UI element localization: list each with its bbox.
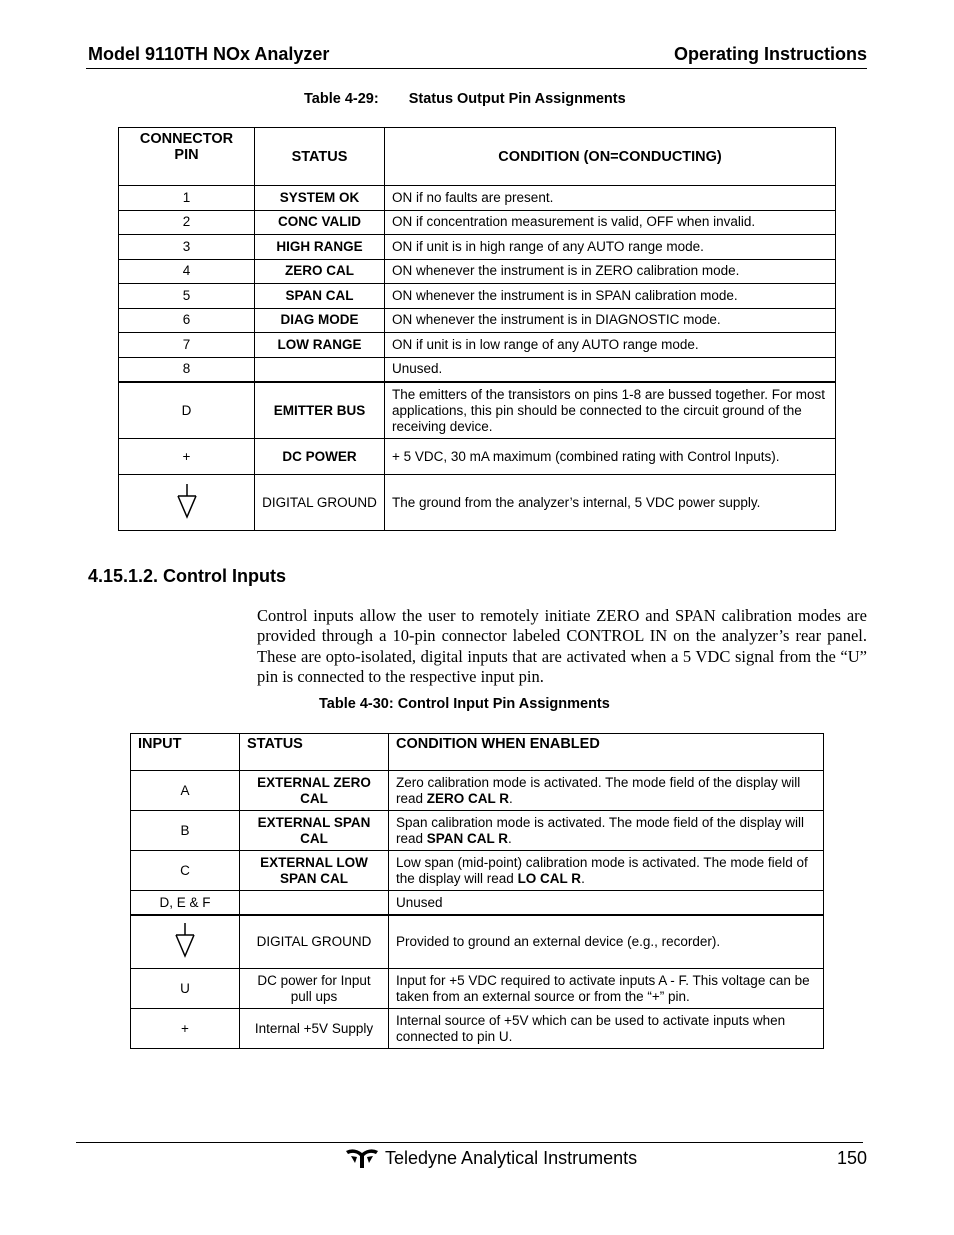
table-row — [119, 439, 836, 475]
status-cell: Internal +5V Supply — [240, 1009, 389, 1049]
table-row — [131, 1009, 824, 1049]
condition-cell: ON if unit is in low range of any AUTO range mode. — [385, 333, 836, 358]
status-cell: CONC VALID — [255, 210, 385, 235]
condition-mode-text: LO CAL R — [517, 870, 582, 886]
condition-text: Zero calibration mode is activated. The mode field of the display will read — [396, 774, 801, 806]
condition-cell: ON if concentration measurement is valid, OFF when invalid. — [385, 210, 836, 235]
pin-cell: 4 — [119, 259, 255, 284]
status-cell: DIGITAL GROUND — [240, 915, 389, 969]
condition-cell: The emitters of the transistors on pins 1-8 are bussed together. For most applications, this pin should be connected to the circuit ground of the receiving device. — [385, 382, 836, 439]
table2-header-row — [131, 734, 824, 771]
condition-cell: ON whenever the instrument is in ZERO calibration mode. — [385, 259, 836, 284]
footer-rule — [76, 1142, 863, 1143]
teledyne-logo-icon — [345, 1147, 379, 1169]
table1-caption-title: Status Output Pin Assignments — [408, 91, 626, 107]
pin-cell: 5 — [119, 284, 255, 309]
page-number: 150 — [836, 1147, 867, 1168]
condition-cell — [389, 851, 824, 891]
table1-header-status: STATUS — [255, 128, 385, 186]
table-row — [119, 357, 836, 382]
condition-cell — [389, 811, 824, 851]
table1-header-condition: CONDITION (ON=CONDUCTING) — [385, 128, 836, 186]
condition-text: Low span (mid-point) calibration mode is activated. The mode field of the display will read — [396, 854, 808, 886]
control-input-table — [130, 733, 824, 1049]
ground-symbol-icon — [175, 922, 195, 958]
pin-cell: 6 — [119, 308, 255, 333]
table-row — [131, 851, 824, 891]
condition-cell: ON whenever the instrument is in SPAN calibration mode. — [385, 284, 836, 309]
pin-cell: 7 — [119, 333, 255, 358]
condition-cell: The ground from the analyzer’s internal, 5 VDC power supply. — [385, 475, 836, 531]
status-cell — [255, 357, 385, 382]
table2-caption: Table 4-30: Control Input Pin Assignments — [319, 696, 610, 712]
table-row — [119, 210, 836, 235]
status-cell: EXTERNAL LOW SPAN CAL — [240, 851, 389, 891]
page-header — [88, 44, 867, 65]
pin-cell: 2 — [119, 210, 255, 235]
input-cell: B — [131, 811, 240, 851]
table-row — [119, 259, 836, 284]
pin-cell: D — [119, 382, 255, 439]
table-row — [119, 382, 836, 439]
table2-header-input: INPUT — [131, 734, 240, 771]
condition-mode-text: SPAN CAL R — [426, 830, 509, 846]
table2-header-status: STATUS — [240, 734, 389, 771]
status-cell: EXTERNAL SPAN CAL — [240, 811, 389, 851]
pin-cell: 1 — [119, 186, 255, 211]
condition-text: Span calibration mode is activated. The mode field of the display will read — [396, 814, 804, 846]
input-cell: + — [131, 1009, 240, 1049]
ground-symbol-icon — [177, 483, 197, 519]
condition-cell: Input for +5 VDC required to activate inputs A - F. This voltage can be taken from an external source or from the “+” pin. — [389, 969, 824, 1009]
status-cell: HIGH RANGE — [255, 235, 385, 260]
table-row — [131, 969, 824, 1009]
table1-header-pin: CONNECTOR PIN — [119, 128, 255, 186]
input-cell — [131, 915, 240, 969]
table1-caption-number: Table 4-29: — [304, 91, 379, 107]
table-row — [119, 284, 836, 309]
section-heading: 4.15.1.2. Control Inputs — [88, 566, 287, 586]
status-cell: EMITTER BUS — [255, 382, 385, 439]
input-cell: C — [131, 851, 240, 891]
status-output-table — [118, 127, 836, 531]
condition-cell: + 5 VDC, 30 mA maximum (combined rating with Control Inputs). — [385, 439, 836, 475]
condition-cell: Unused. — [385, 357, 836, 382]
condition-text-end: . — [509, 790, 513, 806]
condition-cell: ON if unit is in high range of any AUTO range mode. — [385, 235, 836, 260]
table-row — [119, 186, 836, 211]
pin-cell: 3 — [119, 235, 255, 260]
status-cell: ZERO CAL — [255, 259, 385, 284]
table-row — [119, 475, 836, 531]
table1-caption — [304, 91, 626, 107]
footer-brand — [345, 1147, 637, 1169]
input-cell: U — [131, 969, 240, 1009]
status-cell: SYSTEM OK — [255, 186, 385, 211]
table-row — [131, 891, 824, 916]
status-cell: EXTERNAL ZERO CAL — [240, 771, 389, 811]
pin-cell: 8 — [119, 357, 255, 382]
header-rule — [86, 68, 867, 69]
table-row — [119, 308, 836, 333]
table-row — [131, 915, 824, 969]
status-cell — [240, 891, 389, 916]
input-cell: D, E & F — [131, 891, 240, 916]
table-row — [131, 771, 824, 811]
input-cell: A — [131, 771, 240, 811]
status-cell: DC POWER — [255, 439, 385, 475]
page-footer — [345, 1147, 867, 1169]
footer-company: Teledyne Analytical Instruments — [385, 1147, 638, 1168]
status-cell: DIAG MODE — [255, 308, 385, 333]
table-row — [119, 235, 836, 260]
status-cell: DC power for Input pull ups — [240, 969, 389, 1009]
condition-text-end: . — [508, 830, 512, 846]
header-section: Operating Instructions — [673, 44, 867, 64]
table-row — [119, 333, 836, 358]
condition-cell: ON if no faults are present. — [385, 186, 836, 211]
condition-text-end: . — [581, 870, 585, 886]
condition-cell: Provided to ground an external device (e.g., recorder). — [389, 915, 824, 969]
section-paragraph: Control inputs allow the user to remotely initiate ZERO and SPAN calibration modes are provided through a 10-pin connector labeled CONTROL IN on the analyzer’s rear panel. These are opto-isolated, digital inputs that are activated when a 5 VDC signal from the “U” pin is connected to the respective input pin. — [257, 606, 867, 686]
condition-cell — [389, 771, 824, 811]
table2-header-condition: CONDITION WHEN ENABLED — [389, 734, 824, 771]
pin-cell: + — [119, 439, 255, 475]
table-row — [131, 811, 824, 851]
status-cell: LOW RANGE — [255, 333, 385, 358]
condition-mode-text: ZERO CAL R — [426, 790, 510, 806]
status-cell: SPAN CAL — [255, 284, 385, 309]
pin-cell — [119, 475, 255, 531]
table1-header-row — [119, 128, 836, 186]
condition-cell: Internal source of +5V which can be used to activate inputs when connected to pin U. — [389, 1009, 824, 1049]
status-cell: DIGITAL GROUND — [255, 475, 385, 531]
header-title: Model 9110TH NOx Analyzer — [88, 44, 330, 64]
condition-cell: ON whenever the instrument is in DIAGNOSTIC mode. — [385, 308, 836, 333]
condition-cell: Unused — [389, 891, 824, 916]
